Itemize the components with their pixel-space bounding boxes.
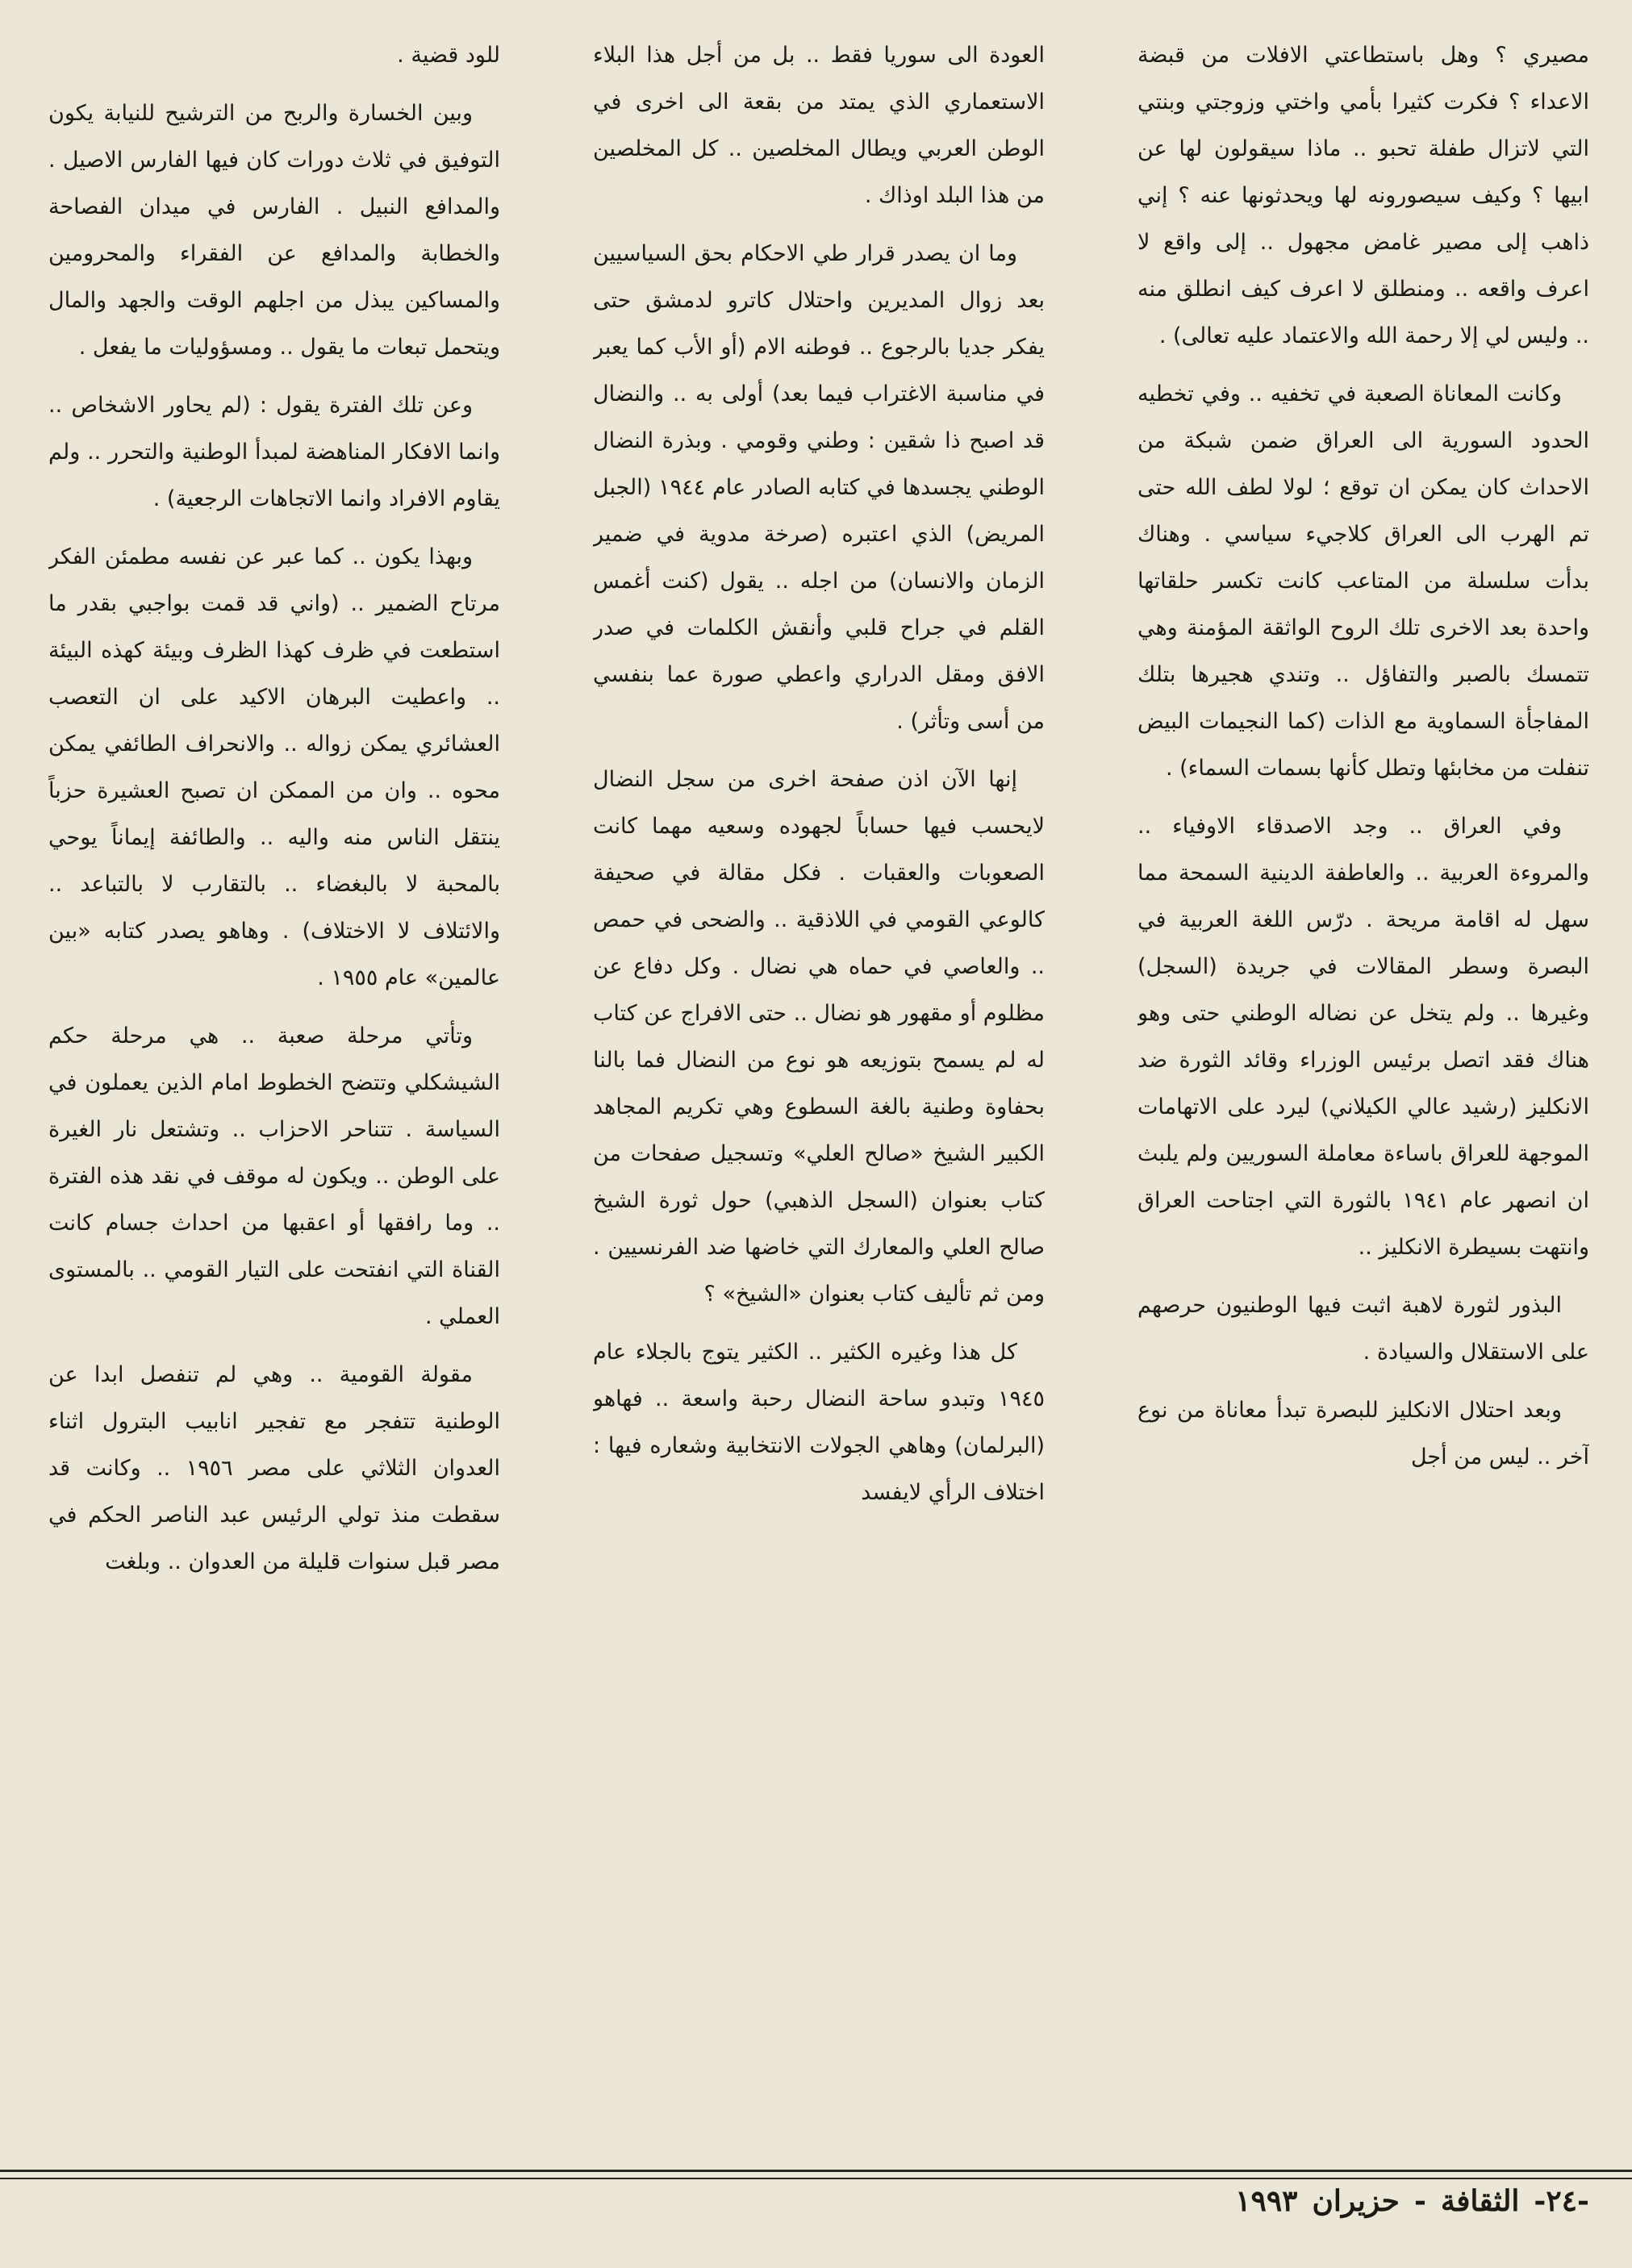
paragraph: العودة الى سوريا فقط .. بل من أجل هذا البلاء الاستعماري الذي يمتد من بقعة الى اخرى في الوطن العربي ويطال المخلصين .. كل المخلصين من هذا البلد اوذاك . [593,43,1045,208]
column-middle [593,32,1045,2153]
article-columns [48,32,1589,2153]
magazine-name: الثقافة [1440,2184,1520,2218]
paragraph: وتأتي مرحلة صعبة .. هي مرحلة حكم الشيشكلي وتتضح الخطوط امام الذين يعملون في السياسة . تتناحر الاحزاب .. وتشتعل نار الغيرة على الوطن .. ويكون له موقف في نقد هذه الفترة .. وما رافقها أو اعقبها من احداث جسام كانت القناة التي انفتحت على التيار القومي .. بالمستوى العملي . [48,1024,500,1329]
issue-year: ١٩٩٣ [1235,2184,1298,2218]
paragraph: إنها الآن اذن صفحة اخرى من سجل النضال لايحسب فيها حساباً لجهوده وسعيه مهما كانت الصعوبات والعقبات . فكل مقالة في صحيفة كالوعي القومي في اللاذقية .. والضحى في حمص .. والعاصي في حماه هي نضال . وكل دفاع عن مظلوم أو مقهور هو نضال .. حتى الافراج عن كتاب له لم يسمح بتوزيعه هو نوع من النضال فما بالنا بحفاوة وطنية بالغة السطوع وهي تكريم المجاهد الكبير الشيخ «صالح العلي» وتسجيل صفحات من كتاب بعنوان (السجل الذهبي) حول ثورة الشيخ صالح العلي والمعارك التي خاضها ضد الفرنسيين . ومن ثم تأليف كتاب بعنوان «الشيخ» ؟ [593,767,1045,1307]
paragraph: مصيري ؟ وهل باستطاعتي الافلات من قبضة الاعداء ؟ فكرت كثيرا بأمي واختي وزوجتي وبنتي التي لاتزال طفلة تحبو .. ماذا سيقولون لها عن ابيها ؟ وكيف سيصورونه لها ويحدثونها عنه ؟ إني ذاهب إلى مصير غامض مجهول .. إلى واقع لا اعرف واقعه .. ومنطلق لا اعرف كيف انطلق منه .. وليس لي إلا رحمة الله والاعتماد عليه تعالى) . [1137,43,1589,348]
column-left [48,32,500,2153]
issue-month: حزيران [1312,2184,1400,2218]
page-footer [48,2184,1613,2218]
paragraph: كل هذا وغيره الكثير .. الكثير يتوج بالجلاء عام ١٩٤٥ وتبدو ساحة النضال رحبة واسعة .. فهاهو (البرلمان) وهاهي الجولات الانتخابية وشعاره فيها : اختلاف الرأي لايفسد [593,1340,1045,1505]
paragraph: للود قضية . [397,43,500,68]
footer-rule-bottom [0,2178,1632,2179]
paragraph: وكانت المعاناة الصعبة في تخفيه .. وفي تخطيه الحدود السورية الى العراق ضمن شبكة من الاحداث كان يمكن ان توقع ؛ لولا لطف الله حتى تم الهرب الى العراق كلاجيء سياسي . وهناك بدأت سلسلة من المتاعب كانت تكسر حلقاتها واحدة بعد الاخرى تلك الروح الواثقة المؤمنة وهي تتمسك بالصبر والتفاؤل .. وتندي هجيرها بتلك المفاجأة السماوية مع الذات (كما النجيمات البيض تنفلت من مخابئها وتطل كأنها بسمات السماء) . [1137,381,1589,781]
paragraph: البذور لثورة لاهبة اثبت فيها الوطنيون حرصهم على الاستقلال والسيادة . [1137,1293,1589,1365]
page-number: -٢٤- [1534,2184,1589,2218]
paragraph: وما ان يصدر قرار طي الاحكام بحق السياسيين بعد زوال المديرين واحتلال كاترو لدمشق حتى يفكر جديا بالرجوع .. فوطنه الام (أو الأب كما يعبر في مناسبة الاغتراب فيما بعد) أولى به .. والنضال قد اصبح ذا شقين : وطني وقومي . وبذرة النضال الوطني يجسدها في كتابه الصادر عام ١٩٤٤ (الجبل المريض) الذي اعتبره (صرخة مدوية في ضمير الزمان والانسان) من اجله .. يقول (كنت أغمس القلم في جراح قلبي وأنقش الكلمات في صدر الافق ومقل الدراري واعطي صورة عما بنفسي من أسى وتأثر) . [593,241,1045,734]
column-right [1137,32,1589,2153]
paragraph: وفي العراق .. وجد الاصدقاء الاوفياء .. والمروءة العربية .. والعاطفة الدينية السمحة مما سهل له اقامة مريحة . درّس اللغة العربية في البصرة وسطر المقالات في جريدة (السجل) وغيرها .. ولم يتخل عن نضاله الوطني حتى وهو هناك فقد اتصل برئيس الوزراء وقائد الثورة ضد الانكليز (رشيد عالي الكيلاني) ليرد على الاتهامات الموجهة للعراق باساءة معاملة السوريين ولم يلبث ان انصهر عام ١٩٤١ بالثورة التي اجتاحت العراق وانتهت بسيطرة الانكليز .. [1137,814,1589,1260]
paragraph: وبعد احتلال الانكليز للبصرة تبدأ معاناة من نوع آخر .. ليس من أجل [1137,1398,1589,1470]
footer-rule-top [0,2170,1632,2172]
paragraph: وبين الخسارة والربح من الترشيح للنيابة يكون التوفيق في ثلاث دورات كان فيها الفارس الاصيل . والمدافع النبيل . الفارس في ميدان الفصاحة والخطابة والمدافع عن الفقراء والمحرومين والمساكين يبذل من اجلهم الوقت والجهد والمال ويتحمل تبعات ما يقول .. ومسؤوليات ما يفعل . [48,101,500,360]
paragraph: وبهذا يكون .. كما عبر عن نفسه مطمئن الفكر مرتاح الضمير .. (واني قد قمت بواجبي بقدر ما استطعت في ظرف كهذا الظرف وبيئة كهذه البيئة .. واعطيت البرهان الاكيد على ان التعصب العشائري يمكن زواله .. والانحراف الطائفي يمكن محوه .. وان من الممكن ان تصبح العشيرة حزباً ينتقل الناس منه واليه .. والطائفة إيماناً يوحي بالمحبة لا بالبغضاء .. بالتقارب لا بالتباعد .. والائتلاف لا الاختلاف) . وهاهو يصدر كتابه «بين عالمين» عام ١٩٥٥ . [48,544,500,990]
footer-separator: - [1413,2184,1426,2218]
paragraph: مقولة القومية .. وهي لم تنفصل ابدا عن الوطنية تتفجر مع تفجير انابيب البترول اثناء العدوان الثلاثي على مصر ١٩٥٦ .. وكانت قد سقطت منذ تولي الرئيس عبد الناصر الحكم في مصر قبل سنوات قليلة من العدوان .. وبلغت [48,1362,500,1574]
paragraph: وعن تلك الفترة يقول : (لم يحاور الاشخاص .. وانما الافكار المناهضة لمبدأ الوطنية والتحرر .. ولم يقاوم الافراد وانما الاتجاهات الرجعية) . [48,393,500,511]
